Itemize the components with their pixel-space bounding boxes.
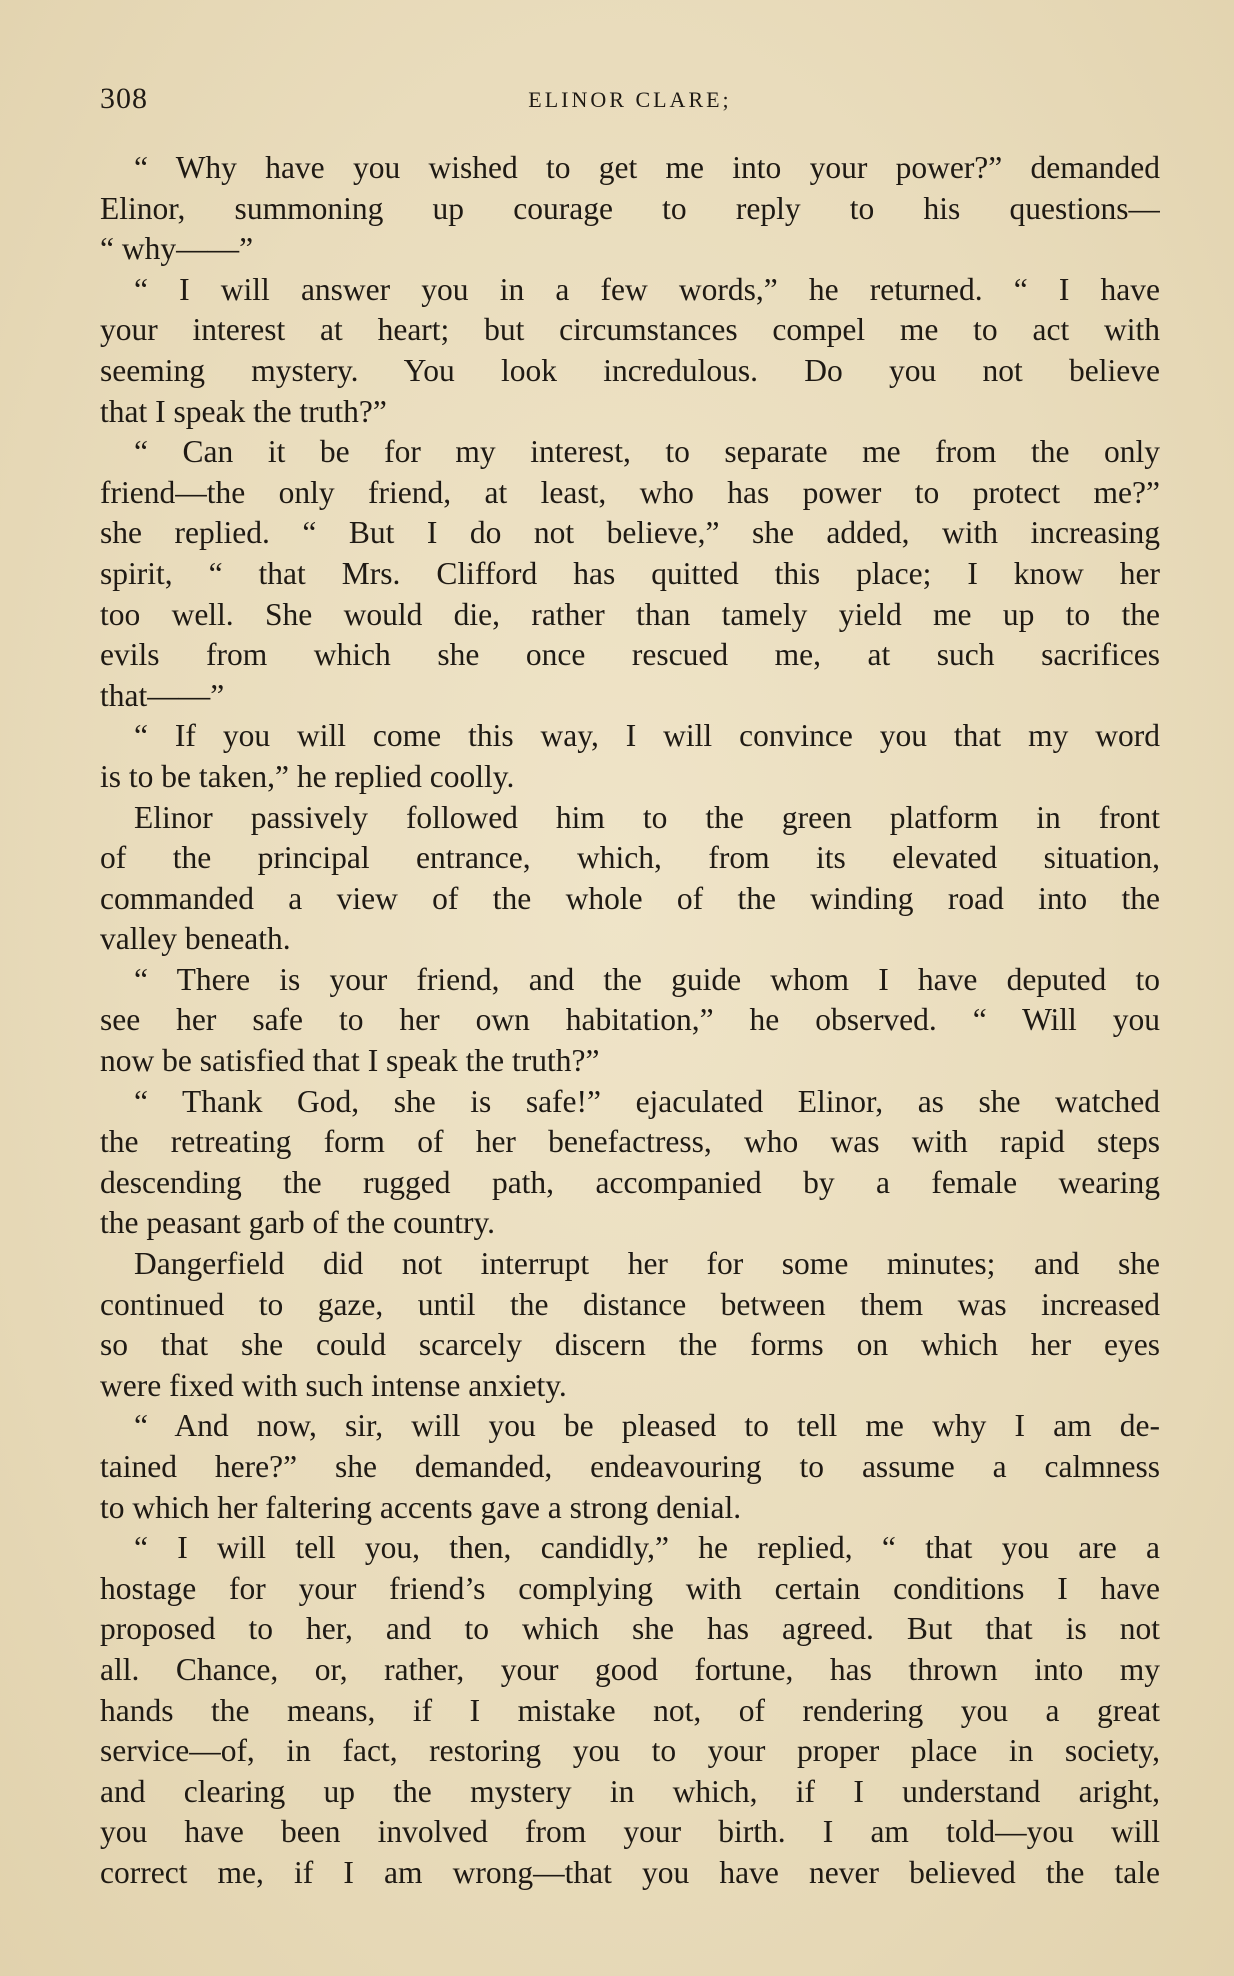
text-line: commanded a view of the whole of the winding road into the	[100, 880, 1160, 916]
text-line: service—of, in fact, restoring you to your proper place in society,	[100, 1733, 1160, 1769]
text-line: your interest at heart; but circumstances compel me to act with	[100, 312, 1160, 348]
text-line: friend—the only friend, at least, who has power to protect me?”	[100, 474, 1160, 510]
text-line: proposed to her, and to which she has agreed. But that is not	[100, 1611, 1160, 1647]
text-line: spirit, “ that Mrs. Clifford has quitted this place; I know her	[100, 555, 1160, 591]
text-line: “ If you will come this way, I will convince you that my word	[134, 718, 1160, 754]
running-head: ELINOR CLARE;	[528, 87, 732, 112]
text-line: Dangerfield did not interrupt her for some minutes; and she	[134, 1246, 1160, 1282]
text-line: continued to gaze, until the distance between them was increased	[100, 1286, 1160, 1322]
text-line: “ I will answer you in a few words,” he returned. “ I have	[134, 271, 1160, 307]
text-line: Elinor, summoning up courage to reply to his questions—	[100, 190, 1160, 226]
text-line: “ Can it be for my interest, to separate me from the only	[134, 434, 1160, 470]
text-line: “ Thank God, she is safe!” ejaculated Elinor, as she watched	[134, 1083, 1160, 1119]
body-text	[100, 148, 1160, 1894]
text-line: valley beneath.	[100, 921, 291, 957]
text-line: now be satisfied that I speak the truth?”	[100, 1043, 600, 1079]
text-line: is to be taken,” he replied coolly.	[100, 758, 515, 794]
page-header	[100, 82, 1160, 122]
text-line: correct me, if I am wrong—that you have never believed the tale	[100, 1854, 1160, 1890]
text-line: “ There is your friend, and the guide whom I have deputed to	[134, 961, 1160, 997]
text-line: and clearing up the mystery in which, if I understand aright,	[100, 1773, 1160, 1809]
text-line: were fixed with such intense anxiety.	[100, 1367, 567, 1403]
text-line: to which her faltering accents gave a strong denial.	[100, 1489, 742, 1525]
text-line: “ Why have you wished to get me into your power?” demanded	[134, 150, 1160, 185]
text-line: “ I will tell you, then, candidly,” he replied, “ that you are a	[134, 1530, 1160, 1566]
text-line: see her safe to her own habitation,” he observed. “ Will you	[100, 1002, 1160, 1038]
text-line: tained here?” she demanded, endeavouring to assume a calmness	[100, 1449, 1160, 1484]
text-line: that——”	[100, 677, 225, 713]
text-line: descending the rugged path, accompanied by a female wearing	[100, 1164, 1160, 1200]
text-line: the retreating form of her benefactress, who was with rapid steps	[100, 1124, 1160, 1160]
text-line: so that she could scarcely discern the forms on which her eyes	[100, 1327, 1160, 1363]
page-number: 308	[100, 82, 148, 115]
text-line: evils from which she once rescued me, at such sacrifices	[100, 637, 1160, 673]
text-line: of the principal entrance, which, from its elevated situation,	[100, 840, 1160, 876]
text-line: that I speak the truth?”	[100, 393, 387, 429]
text-line: hostage for your friend’s complying with certain conditions I have	[100, 1570, 1160, 1606]
text-line: seeming mystery. You look incredulous. Do you not believe	[100, 352, 1160, 388]
text-line: “ why——”	[100, 231, 254, 267]
text-line: Elinor passively followed him to the green platform in front	[134, 799, 1160, 835]
text-line: too well. She would die, rather than tamely yield me up to the	[100, 596, 1160, 632]
text-line: the peasant garb of the country.	[100, 1205, 496, 1241]
text-line: all. Chance, or, rather, your good fortune, has thrown into my	[100, 1651, 1160, 1687]
text-line: “ And now, sir, will you be pleased to tell me why I am de-	[134, 1408, 1160, 1444]
text-line: she replied. “ But I do not believe,” she added, with increasing	[100, 515, 1160, 551]
text-line: hands the means, if I mistake not, of rendering you a great	[100, 1692, 1160, 1728]
text-line: you have been involved from your birth. I am told—you will	[100, 1814, 1160, 1850]
